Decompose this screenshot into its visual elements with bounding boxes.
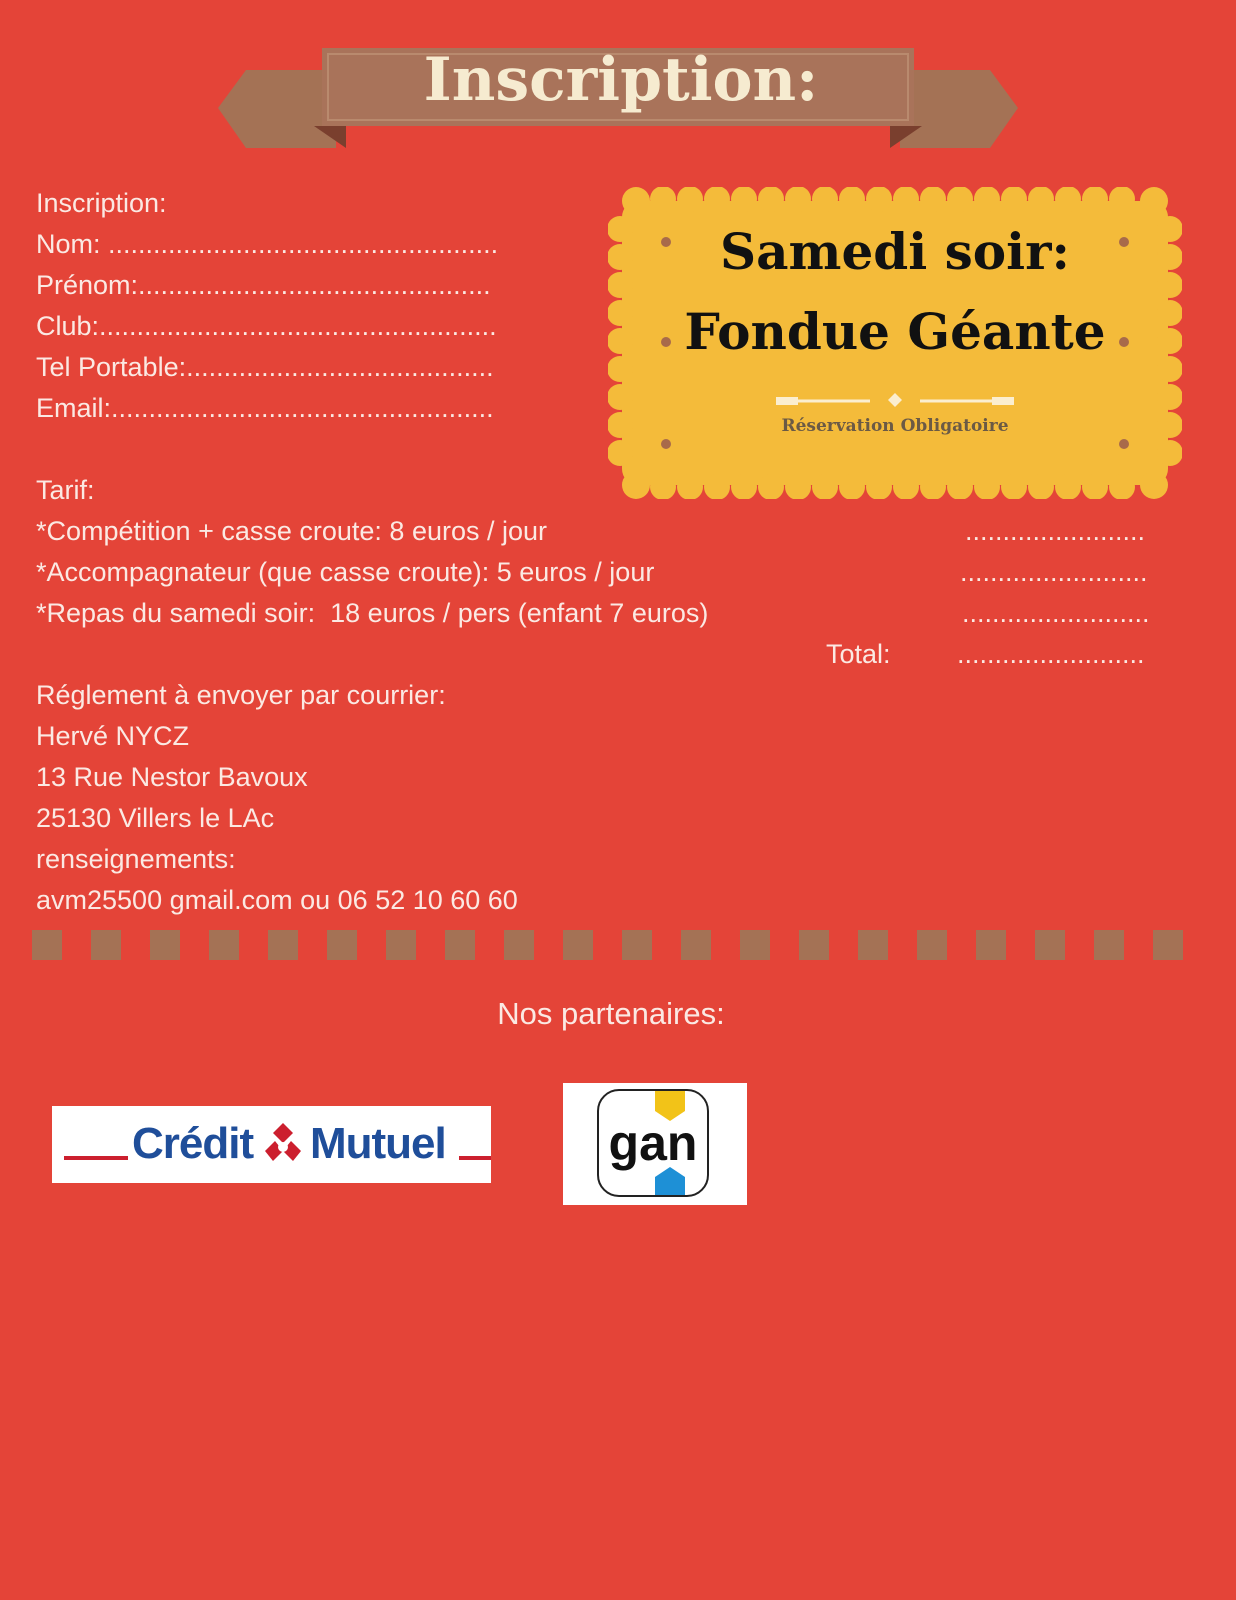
page-title: Inscription: (423, 45, 819, 115)
tarif-heading: Tarif: (36, 475, 95, 505)
credit-mutuel-logo (52, 1106, 491, 1183)
gan-text: gan (608, 1115, 698, 1171)
total-label: Total: (826, 639, 891, 669)
email-field: Email:................................................... (36, 393, 494, 423)
total-blank: ......................... (957, 639, 1145, 669)
cm-word2: Mutuel (310, 1119, 446, 1168)
form-heading: Inscription: (36, 188, 167, 218)
card-title-line2: Fondue Géante (684, 302, 1106, 361)
payment-city: 25130 Villers le LAc (36, 803, 275, 833)
payment-street: 13 Rue Nestor Bavoux (36, 762, 308, 792)
payment-heading: Réglement à envoyer par courrier: (36, 680, 446, 710)
partners-title: Nos partenaires: (497, 996, 725, 1031)
gan-logo (563, 1083, 747, 1205)
contact-info: avm25500 gmail.com ou 06 52 10 60 60 (36, 885, 518, 915)
prenom-field: Prénom:............................................... (36, 270, 491, 300)
club-field: Club:..................................................... (36, 311, 497, 341)
tarif-accompagnateur: *Accompagnateur (que casse croute): 5 euros / jour (36, 557, 655, 587)
card-title-line1: Samedi soir: (720, 222, 1070, 281)
dashed-separator (32, 930, 1212, 960)
cm-emblem-icon (260, 1120, 306, 1166)
cm-word1: Crédit (132, 1119, 254, 1168)
repas-blank: ......................... (962, 598, 1150, 628)
accompagnateur-blank: ......................... (960, 557, 1148, 587)
nom-field: Nom: .................................................... (36, 229, 499, 259)
payment-name: Hervé NYCZ (36, 721, 190, 751)
card-subtitle: Réservation Obligatoire (781, 416, 1009, 436)
tel-field: Tel Portable:......................................... (36, 352, 494, 382)
competition-blank: ........................ (965, 516, 1146, 546)
tarif-competition: *Compétition + casse croute: 8 euros / jour (36, 516, 548, 546)
tarif-repas: *Repas du samedi soir: 18 euros / pers (enfant 7 euros) (36, 598, 709, 628)
info-label: renseignements: (36, 844, 236, 874)
